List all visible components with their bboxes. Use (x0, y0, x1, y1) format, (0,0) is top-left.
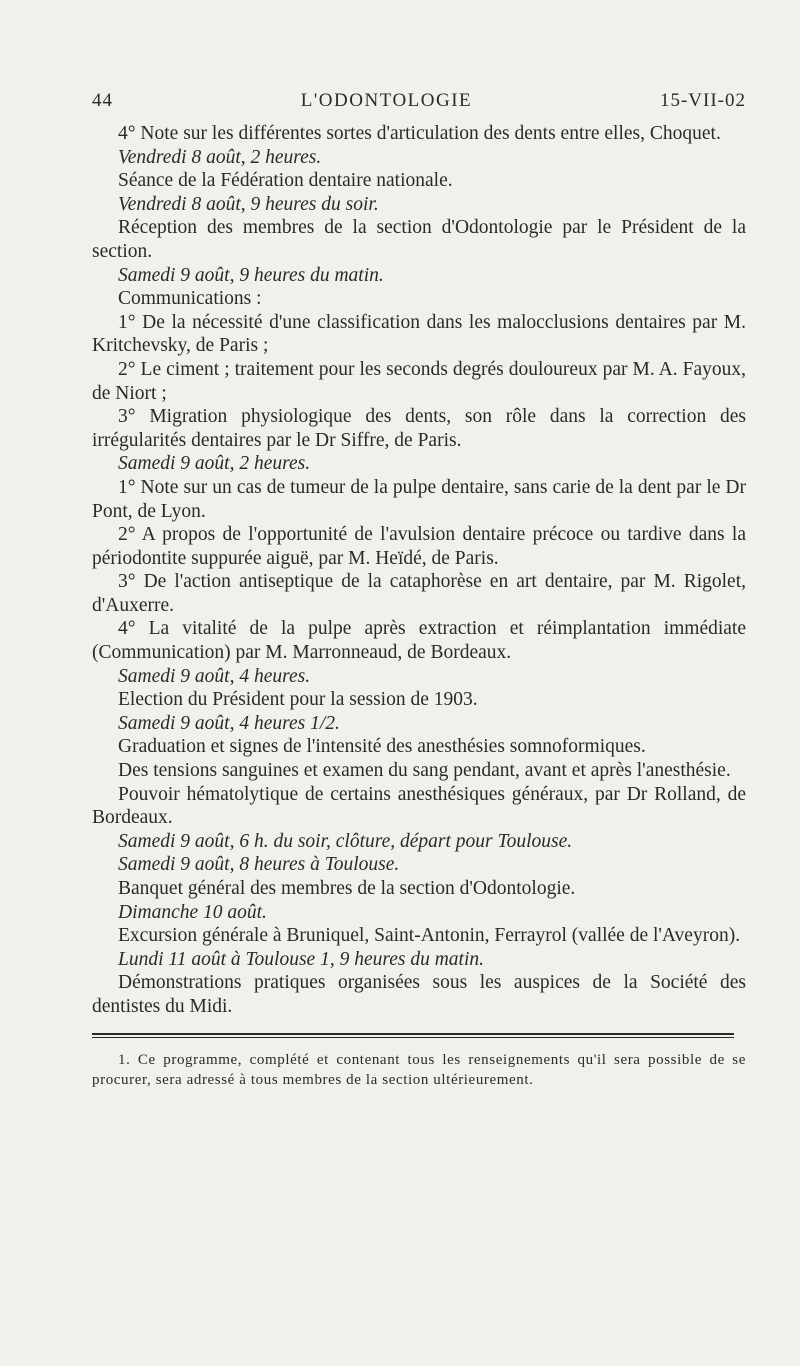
schedule-heading: Samedi 9 août, 4 heures. (118, 665, 311, 687)
running-head: L'ODONTOLOGIE (300, 90, 473, 111)
paragraph: Communications : (118, 288, 262, 310)
paragraph: Séance de la Fédération dentaire nationale. (118, 170, 453, 192)
schedule-heading: Samedi 9 août, 2 heures. (118, 453, 311, 475)
paragraph: Des tensions sanguines et examen du sang pendant, avant et après l'anesthésie. (118, 760, 731, 782)
paragraph: 1° De la nécessité d'une classification dans les malocclusions dentaires par M. Kritchevsky, de Paris ; (92, 311, 746, 357)
paragraph: Pouvoir hématolytique de certains anesthésiques généraux, par Dr Rolland, de Bordeaux. (92, 783, 746, 829)
footnote-text: 1. Ce programme, complété et contenant tous les renseignements qu'il sera possible de se procurer, sera adressé à tous membres de la section ultérieurement. (92, 1051, 746, 1088)
page-number: 44 (92, 90, 113, 111)
schedule-heading: Dimanche 10 août. (118, 901, 267, 923)
schedule-heading: Lundi 11 août à Toulouse 1, 9 heures du matin. (118, 948, 485, 970)
schedule-heading: Samedi 9 août, 4 heures 1/2. (118, 712, 340, 734)
paragraph: 4° La vitalité de la pulpe après extraction et réimplantation immédiate (Communication) par M. Marronneaud, de Bordeaux. (92, 618, 746, 664)
schedule-heading: Vendredi 8 août, 2 heures. (118, 146, 322, 168)
issue-date: 15-VII-02 (659, 90, 746, 111)
paragraph: 3° Migration physiologique des dents, son rôle dans la correction des irrégularités dentaires par le Dr Siffre, de Paris. (92, 406, 746, 451)
paragraph: Excursion générale à Bruniquel, Saint-Antonin, Ferrayrol (vallée de l'Aveyron). (118, 925, 741, 947)
paragraph: 2° A propos de l'opportunité de l'avulsion dentaire précoce ou tardive dans la périodontite suppurée aiguë, par M. Heïdé, de Paris. (92, 524, 746, 569)
paragraph: 3° De l'action antiseptique de la cataphorèse en art dentaire, par M. Rigolet, d'Auxerre. (92, 571, 746, 616)
footnote-divider (92, 1033, 734, 1038)
paragraph: Election du Président pour la session de 1903. (118, 689, 478, 711)
body-text (92, 122, 746, 1019)
schedule-heading: Samedi 9 août, 6 h. du soir, clôture, départ pour Toulouse. (118, 830, 573, 852)
page-header (92, 90, 746, 112)
paragraph: Réception des membres de la section d'Odontologie par le Président de la section. (92, 217, 746, 262)
paragraph: Démonstrations pratiques organisées sous les auspices de la Société des dentistes du Midi. (92, 972, 746, 1017)
schedule-heading: Samedi 9 août, 9 heures du matin. (118, 264, 384, 286)
paragraph: Banquet général des membres de la section d'Odontologie. (118, 878, 576, 899)
paragraph: 1° Note sur un cas de tumeur de la pulpe dentaire, sans carie de la dent par le Dr Pont, de Lyon. (92, 476, 746, 522)
footnotes (92, 1050, 746, 1090)
paragraph: Graduation et signes de l'intensité des anesthésies somnoformiques. (118, 736, 646, 758)
paragraph: 2° Le ciment ; traitement pour les seconds degrés douloureux par M. A. Fayoux, de Niort ; (92, 358, 746, 404)
schedule-heading: Samedi 9 août, 8 heures à Toulouse. (118, 854, 400, 876)
paragraph: 4° Note sur les différentes sortes d'articulation des dents entre elles, Choquet. (118, 123, 721, 144)
schedule-heading: Vendredi 8 août, 9 heures du soir. (118, 193, 379, 215)
